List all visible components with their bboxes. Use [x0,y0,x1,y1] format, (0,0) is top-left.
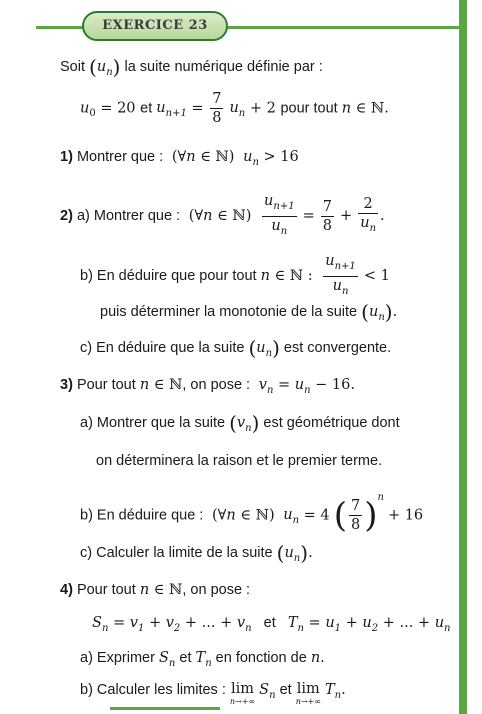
q2a-text: a) Montrer que : [76,208,181,225]
question-4-sums: $S_n = v_1 + v_2$ + ... + $v_n$ et $T_n = u_1 + u_2$ + ... + $u_n$ [92,615,451,634]
question-4b: b) Calculer les limites : lim n→+∞ $S_n$ et lim n→+∞ $T_n$. [80,681,346,706]
question-1: 1) Montrer que : (∀n ∈ ℕ) $u_n > 16$ [60,149,299,168]
question-3: 3) Pour tout n ∈ ℕ, on pose : $v_n = u_n - 16$. [60,377,355,396]
q3c-text: c) Calculer la limite de la suite [80,545,273,561]
q2c-text: c) En déduire que la suite [80,340,245,356]
question-3a: a) Montrer que la suite $(v_n)$ est géométrique dont [80,411,400,436]
question-3a-cont [96,451,382,471]
q2c-conv-text: est convergente. [283,340,392,356]
question-3c: c) Calculer la limite de la suite $(u_n)$. [80,541,313,566]
q4-pour-tout: Pour tout [76,582,136,598]
q4-et: et [263,615,276,631]
statement-line-1: Soit $(u_n)$ la suite numérique définie par : [60,55,323,80]
question-2b-cont: puis déterminer la monotonie de la suite $(u_n)$. [100,300,398,325]
exercise-title: EXERCICE 23 [82,11,228,41]
q4b-text: b) Calculer les limites : [80,682,226,698]
lim-sub-1: n→+∞ [229,697,256,706]
lim-sub-2: n→+∞ [295,697,321,706]
q2-number: 2) [60,208,73,225]
q4b-et: et [279,682,292,698]
q1-text: Montrer que : [76,149,164,165]
q2b-text: b) En déduire que pour tout [80,268,257,285]
q3-on-pose: , on pose : [182,377,251,393]
statement-line-2: $u_0 = 20$ et $u_{n+1}$ = $\frac{7}{8}$ $u_n + 2$ pour tout n ∈ ℕ. [80,91,389,126]
question-4: 4) Pour tout n ∈ ℕ, on pose : [60,582,251,598]
lim-label-2: lim [296,681,320,697]
text-soit: Soit [60,59,85,75]
q3-pour-tout: Pour tout [76,377,136,393]
q3b-text: b) En déduire que : [80,507,204,524]
q2b-puis-text: puis déterminer la monotonie de la suite [100,304,358,320]
text-definie: la suite numérique définie par : [124,59,323,75]
green-margin-bar [459,0,467,714]
q3a-cont-text: on déterminera la raison et le premier terme. [96,453,383,469]
bottom-rule [110,707,220,710]
question-4a: a) Exprimer $S_n$ et $T_n$ en fonction de n. [80,650,325,669]
question-2c: c) En déduire que la suite $(u_n)$ est convergente. [80,336,392,361]
question-2a: 2) a) Montrer que : (∀n ∈ ℕ) $\frac{u_{n+1}}{u_n}$ = $\frac{7}{8}$ + $\frac{2}{u_n}$ . [60,193,385,237]
q3a-text: a) Montrer que la suite [80,415,226,431]
q4-number: 4) [60,582,73,598]
text-et-1: et [140,100,153,117]
q4-on-pose: , on pose : [182,582,251,598]
lim-label-1: lim [230,681,254,697]
question-3b: b) En déduire que : (∀n ∈ ℕ) $u_n = 4$ ( $\frac{7}{8}$ )$^n$ + 16 [80,491,424,536]
q4a-fonction: en fonction de [215,650,307,666]
q4a-text: a) Exprimer [80,650,155,666]
question-2b: b) En déduire que pour tout n ∈ ℕ : $\frac{u_{n+1}}{u_n}$ < 1 [80,253,390,297]
q3a-geo-text: est géométrique dont [263,415,400,431]
q1-number: 1) [60,149,73,165]
text-pour-tout-1: pour tout [280,100,338,117]
q3-number: 3) [60,377,73,393]
q4a-et: et [179,650,192,666]
